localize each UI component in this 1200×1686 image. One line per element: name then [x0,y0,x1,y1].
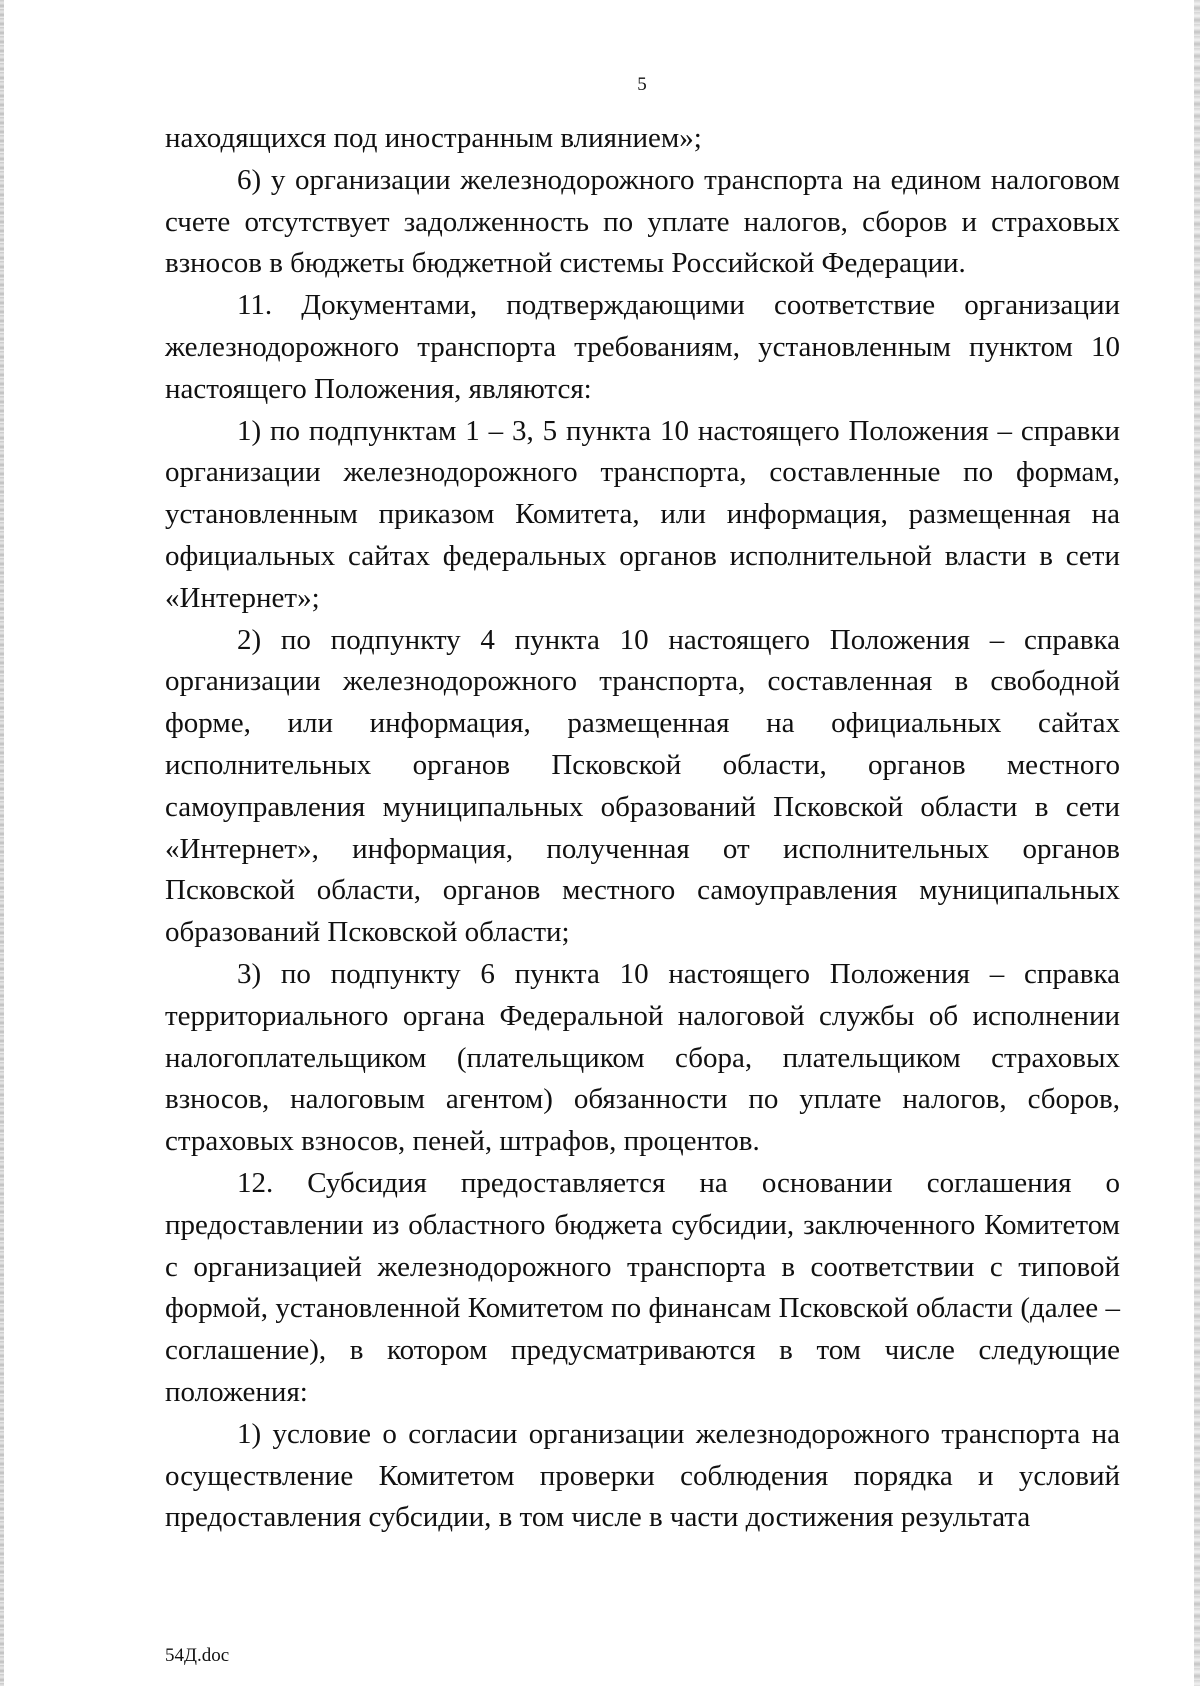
footer-filename: 54Д.doc [165,1645,230,1666]
document-body [165,118,1120,1539]
paragraph-continuation: находящихся под иностранным влиянием»; [165,122,702,154]
paragraph-item-11-sub-2: 2) по подпункту 4 пункта 10 настоящего Положения – справка организации железнодорожного транспорта, составленная в свободной форме, или информация, размещенная на официальных сайтах исполнительных органов Псковской области, органов местного самоуправления муниципальных образований Псковской области в сети «Интернет», информация, полученная от исполнительных органов Псковской области, органов местного самоуправления муниципальных образований Псковской области; [165,623,1120,949]
paragraph-item-11-sub-1: 1) по подпунктам 1 – 3, 5 пункта 10 настоящего Положения – справки организации железнодорожного транспорта, составленные по формам, установленным приказом Комитета, или информация, размещенная на официальных сайтах федеральных органов исполнительной власти в сети «Интернет»; [165,414,1120,614]
paragraph-item-12: 12. Субсидия предоставляется на основании соглашения о предоставлении из областного бюджета субсидии, заключенного Комитетом с организацией железнодорожного транспорта в соответствии с типовой формой, установленной Комитетом по финансам Псковской области (далее – соглашение), в котором предусматриваются в том числе следующие положения: [165,1166,1120,1408]
paragraph-item-12-sub-1: 1) условие о согласии организации железнодорожного транспорта на осуществление Комитетом проверки соблюдения порядка и условий предоставления субсидии, в том числе в части достижения результата [165,1417,1120,1534]
page-number: 5 [637,74,647,95]
paragraph-subitem-6: 6) у организации железнодорожного транспорта на едином налоговом счете отсутствует задолженность по уплате налогов, сборов и страховых взносов в бюджеты бюджетной системы Российской Федерации. [165,163,1120,280]
scan-edge-left [0,0,4,1686]
paragraph-item-11: 11. Документами, подтверждающими соответствие организации железнодорожного транспорта требованиям, установленным пунктом 10 настоящего Положения, являются: [165,289,1120,405]
paragraph-item-11-sub-3: 3) по подпункту 6 пункта 10 настоящего Положения – справка территориального органа Федеральной налоговой службы об исполнении налогоплательщиком (плательщиком сбора, плательщиком страховых взносов, налоговым агентом) обязанности по уплате налогов, сборов, страховых взносов, пеней, штрафов, процентов. [165,957,1120,1158]
scan-edge-right [1194,0,1200,1686]
